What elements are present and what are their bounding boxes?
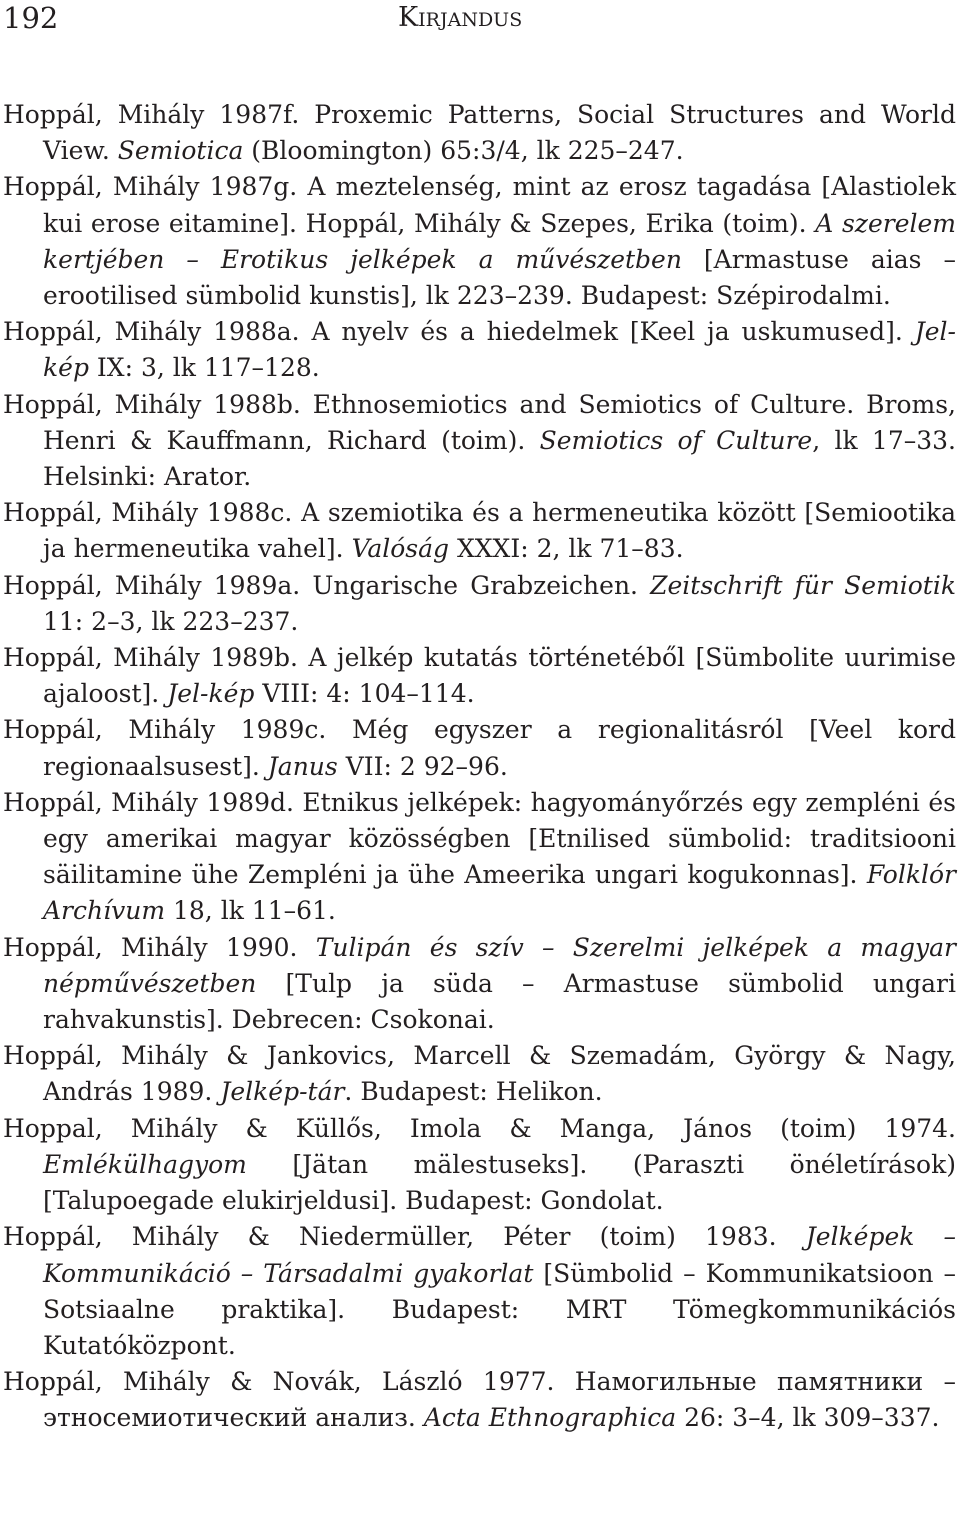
reference-item: Hoppál, Mihály 1987f. Proxemic Patterns, Social Structures and World View. Semiotica (Bloomington) 65:3/4, lk 225–247. (3, 100, 956, 166)
reference-item: Hoppál, Mihály 1989b. A jelkép kutatás történetéből [Sümbolite uurimise ajaloost]. Jel-kép VIII: 4: 104–114. (3, 643, 956, 709)
reference-item: Hoppál, Mihály 1989d. Etnikus jelképek: hagyományőrzés egy zempléni és egy amerikai magyar közösségben [Etnilised sümbolid: traditsiooni säilitamine ühe Zempléni ja ühe Ameerika ungari kogukonnas]. Folklór Archívum 18, lk 11–61. (3, 787, 956, 926)
page-header (0, 0, 960, 40)
reference-item: Hoppál, Mihály 1990. Tulipán és szív – Szerelmi jelképek a magyar népművészetben [Tulp ja süda – Armastuse sümbolid ungari rahvakunstis]. Debrecen: Csokonai. (3, 932, 956, 1035)
running-title: Kirjandus (398, 2, 523, 33)
reference-item: Hoppál, Mihály 1989c. Még egyszer a regionalitásról [Veel kord regionaalsusest]. Janus VII: 2 92–96. (3, 715, 956, 781)
reference-item: Hoppál, Mihály 1988c. A szemiotika és a hermeneutika között [Semiootika ja hermeneutika vahel]. Valóság XXXI: 2, lk 71–83. (3, 498, 956, 564)
reference-list (3, 97, 956, 1437)
reference-item: Hoppal, Mihály & Küllős, Imola & Manga, János (toim) 1974. Emlékülhagyom [Jätan mälestuseks]. (Paraszti önéletírások) [Talupoegade elukirjeldusi]. Budapest: Gondolat. (3, 1113, 956, 1216)
reference-item: Hoppál, Mihály & Novák, László 1977. Намогильные памятники – этносемиотический анализ. Acta Ethnographica 26: 3–4, lk 309–337. (3, 1367, 956, 1433)
reference-item: Hoppál, Mihály & Jankovics, Marcell & Szemadám, György & Nagy, András 1989. Jelkép-tár. Budapest: Helikon. (3, 1041, 956, 1107)
page-number: 192 (3, 1, 59, 35)
reference-item: Hoppál, Mihály 1987g. A meztelenség, mint az erosz tagadása [Alastiolek kui erose eitamine]. Hoppál, Mihály & Szepes, Erika (toim). A szerelem kertjében – Erotikus jelképek a művészetben [Armastuse aias – erootilised sümbolid kunstis], lk 223–239. Budapest: Szépirodalmi. (3, 172, 956, 311)
reference-item: Hoppál, Mihály 1988b. Ethnosemiotics and Semiotics of Culture. Broms, Henri & Kauffmann, Richard (toim). Semiotics of Culture, lk 17–33. Helsinki: Arator. (3, 389, 956, 492)
reference-item: Hoppál, Mihály & Niedermüller, Péter (toim) 1983. Jelképek – Kommunikáció – Társadalmi gyakorlat [Sümbolid – Kommunikatsioon – Sotsiaalne praktika]. Budapest: MRT Tömegkommunikációs Kutatóközpont. (3, 1222, 956, 1360)
reference-item: Hoppál, Mihály 1988a. A nyelv és a hiedelmek [Keel ja uskumused]. Jel-kép IX: 3, lk 117–128. (3, 317, 956, 383)
reference-item: Hoppál, Mihály 1989a. Ungarische Grabzeichen. Zeitschrift für Semiotik 11: 2–3, lk 223–237. (3, 570, 956, 636)
